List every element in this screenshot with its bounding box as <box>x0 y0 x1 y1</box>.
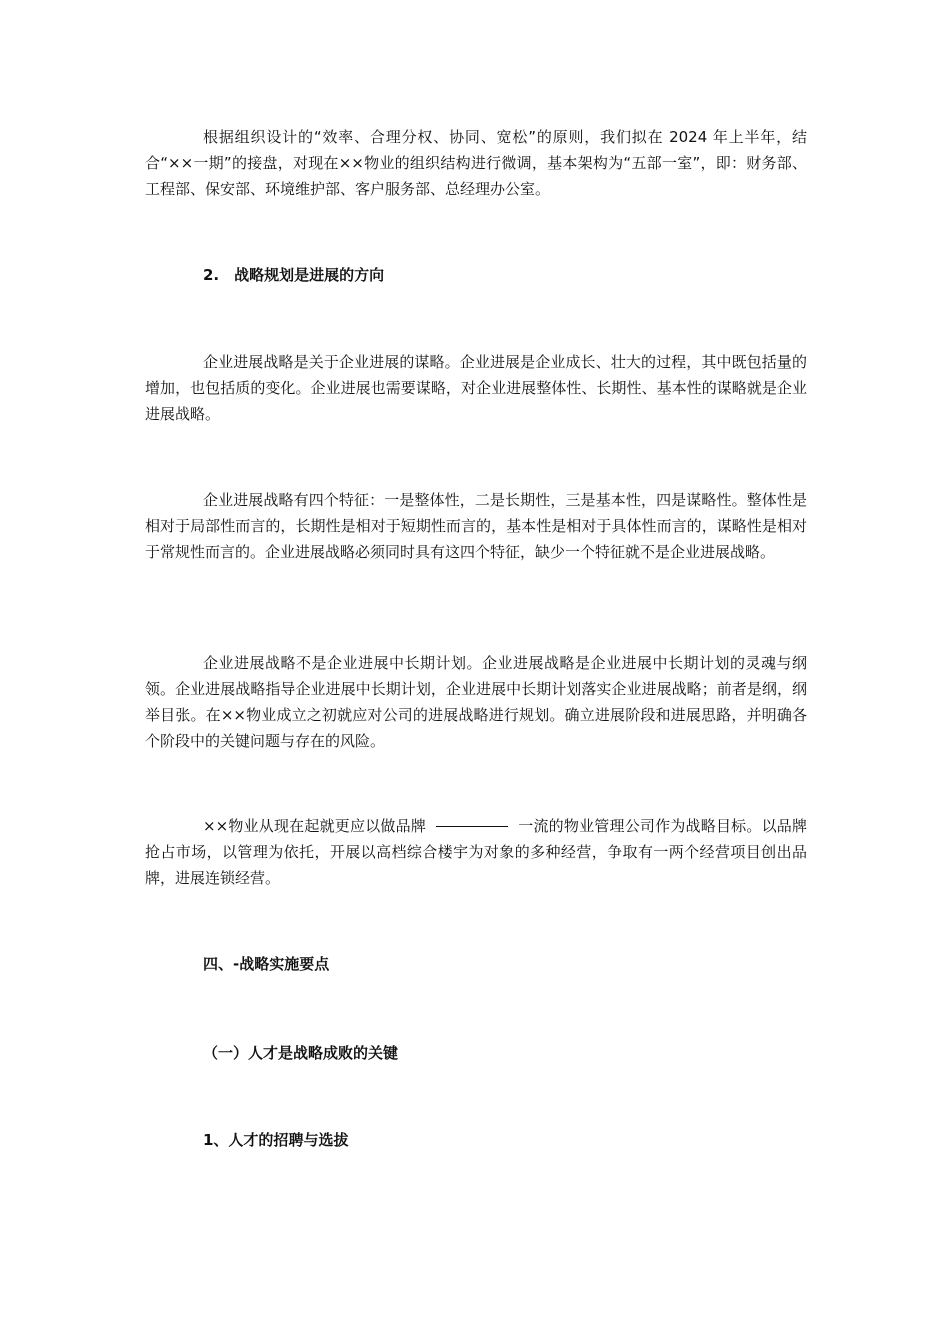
brand-text-after: 一流的物业管理公司作为战略目标。以品牌抢占市场，以管理为依托，开展以高档综合楼宇为对象的多种经营，争取有一两个经营项目创出品牌，进展连锁经营。 <box>145 817 807 887</box>
paragraph-strategy-features: 企业进展战略有四个特征：一是整体性，二是长期性，三是基本性，四是谋略性。整体性是相对于局部性而言的，长期性是相对于短期性而言的，基本性是相对于具体性而言的，谋略性是相对于常规性而言的。企业进展战略必须同时具有这四个特征，缺少一个特征就不是企业进展战略。 <box>145 491 807 561</box>
heading-section-four: 四、-战略实施要点 <box>203 955 330 973</box>
paragraph-strategy-vs-plan: 企业进展战略不是企业进展中长期计划。企业进展战略是企业进展中长期计划的灵魂与纲领。企业进展战略指导企业进展中长期计划，企业进展中长期计划落实企业进展战略；前者是纲，纲举目张。在××物业成立之初就应对公司的进展战略进行规划。确立进展阶段和进展思路，并明确各个阶段中的关键问题与存在的风险。 <box>145 654 807 750</box>
heading-strategy-planning: 2. 战略规划是进展的方向 <box>203 266 385 284</box>
heading-talent-key: （一）人才是战略成败的关键 <box>203 1044 399 1062</box>
paragraph-brand-goal <box>145 813 807 891</box>
heading-talent-recruitment: 1、人才的招聘与选拔 <box>203 1131 349 1149</box>
dash-line <box>436 826 508 827</box>
brand-text-before: ××物业从现在起就更应以做品牌 <box>203 817 427 835</box>
paragraph-org-structure: 根据组织设计的“效率、合理分权、协同、宽松”的原则，我们拟在 2024 年上半年，结合“××一期”的接盘，对现在××物业的组织结构进行微调，基本架构为“五部一室”，即：财务部、工程部、保安部、环境维护部、客户服务部、总经理办公室。 <box>145 128 807 198</box>
paragraph-strategy-definition: 企业进展战略是关于企业进展的谋略。企业进展是企业成长、壮大的过程，其中既包括量的增加，也包括质的变化。企业进展也需要谋略，对企业进展整体性、长期性、基本性的谋略就是企业进展战略。 <box>145 353 807 423</box>
